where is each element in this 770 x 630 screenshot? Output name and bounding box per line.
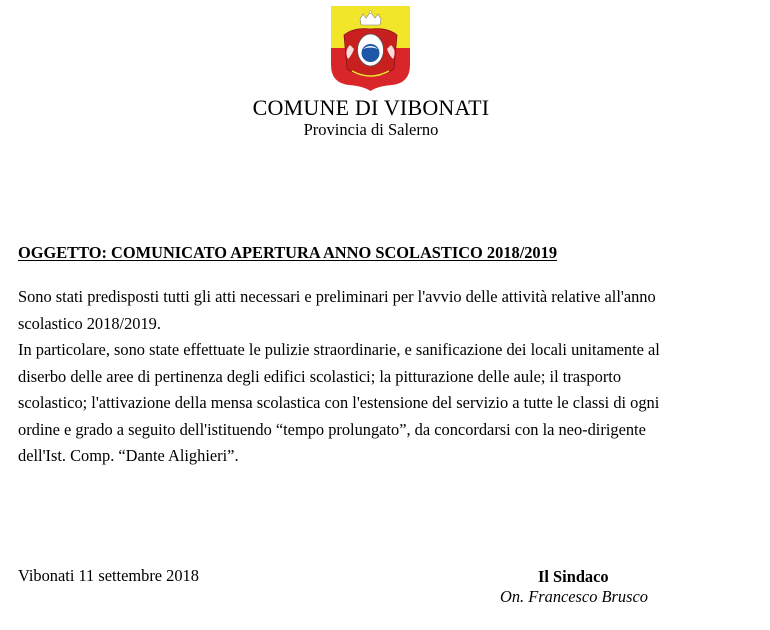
municipality-title: COMUNE DI VIBONATI: [252, 95, 490, 120]
signatory-title: Il Sindaco: [538, 567, 609, 586]
body-line: In particolare, sono state effettuate le pulizie straordinarie, e sanificazione dei locali unitamente al: [18, 340, 660, 359]
coat-of-arms-icon: [330, 5, 411, 91]
place-date: Vibonati 11 settembre 2018: [18, 566, 199, 585]
province-subtitle: Provincia di Salerno: [303, 120, 439, 139]
body-line: scolastico; l'attivazione della mensa scolastica con l'estensione del servizio a tutte le classi di ogni: [18, 393, 660, 412]
body-line: Sono stati predisposti tutti gli atti necessari e preliminari per l'avvio delle attività relative all'anno: [18, 287, 656, 306]
body-line: scolastico 2018/2019.: [18, 313, 161, 333]
body-line: diserbo delle aree di pertinenza degli edifici scolastici; la pitturazione delle aule; il trasporto: [18, 366, 622, 386]
body-line: ordine e grado a seguito dell'istituendo “tempo prolungato”, da concordarsi con la neo-dirigente: [18, 419, 646, 439]
signatory-name: On. Francesco Brusco: [500, 587, 648, 606]
subject-heading: OGGETTO: COMUNICATO APERTURA ANNO SCOLASTICO 2018/2019: [18, 243, 558, 262]
body-text: [18, 284, 758, 470]
body-line: dell'Ist. Comp. “Dante Alighieri”.: [18, 446, 239, 465]
